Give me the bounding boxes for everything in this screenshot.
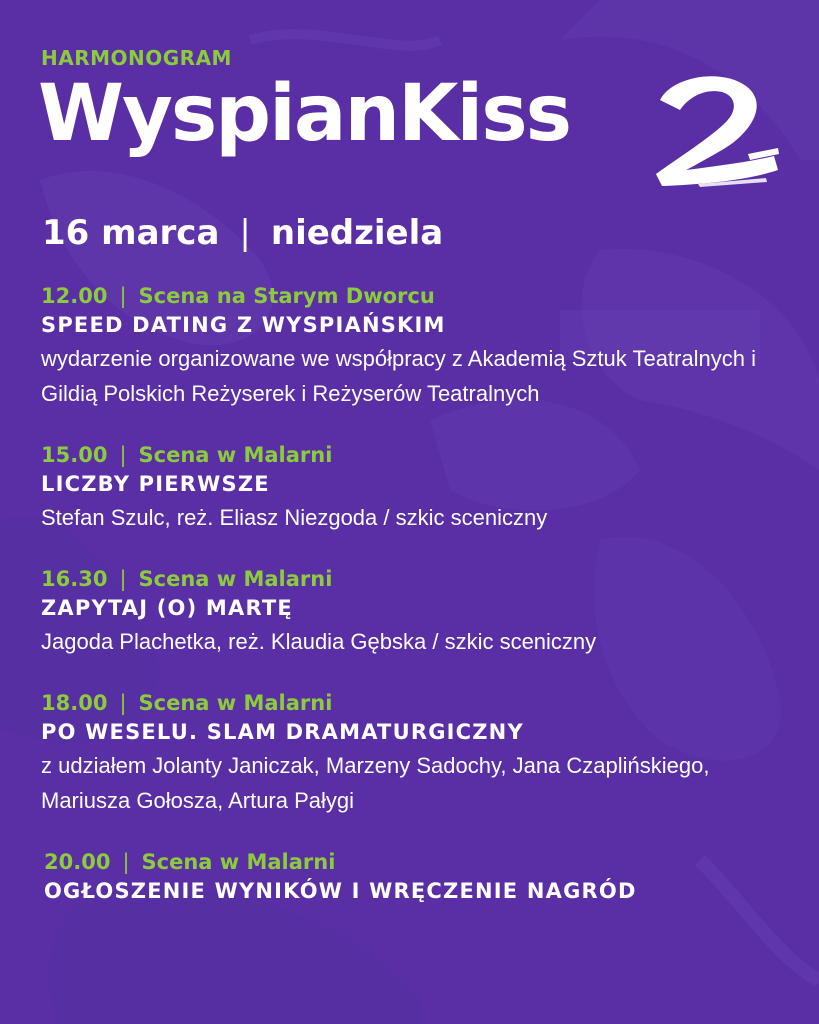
event-time: 18.00 (41, 691, 108, 715)
event-date (42, 213, 443, 253)
schedule-item (41, 282, 801, 411)
event-time: 16.30 (41, 567, 108, 591)
schedule-item (41, 565, 801, 660)
event-description: Stefan Szulc, reż. Eliasz Niezgoda / szkic sceniczny (41, 504, 548, 530)
separator: | (119, 284, 127, 308)
festival-title: WyspianKiss (38, 69, 571, 159)
separator: | (119, 691, 127, 715)
event-venue: Scena na Starym Dworcu (138, 284, 435, 308)
event-time-venue (41, 441, 801, 469)
event-venue: Scena w Malarni (141, 850, 336, 874)
date-day: 16 marca (42, 213, 220, 253)
event-time-venue (44, 848, 804, 876)
event-description: Jagoda Plachetka, reż. Klaudia Gębska / szkic sceniczny (41, 628, 597, 654)
separator: | (119, 443, 127, 467)
event-title: OGŁOSZENIE WYNIKÓW I WRĘCZENIE NAGRÓD (44, 879, 637, 904)
schedule-item (44, 848, 804, 908)
event-time: 20.00 (44, 850, 111, 874)
schedule-item (41, 689, 801, 818)
event-title: ZAPYTAJ (O) MARTĘ (41, 596, 293, 621)
event-venue: Scena w Malarni (138, 443, 333, 467)
date-weekday: niedziela (270, 213, 444, 253)
event-title: SPEED DATING Z WYSPIAŃSKIM (41, 313, 446, 338)
event-venue: Scena w Malarni (138, 691, 333, 715)
event-title: PO WESELU. SLAM DRAMATURGICZNY (41, 720, 524, 745)
event-description: wydarzenie organizowane we współpracy z Akademią Sztuk Teatralnych i Gildią Polskich Reżyserek i Reżyserów Teatralnych (41, 345, 756, 406)
event-venue: Scena w Malarni (138, 567, 333, 591)
event-title: LICZBY PIERWSZE (41, 472, 270, 497)
event-time-venue (41, 565, 801, 593)
event-time: 12.00 (41, 284, 108, 308)
event-time-venue (41, 282, 801, 310)
event-description: z udziałem Jolanty Janiczak, Marzeny Sadochy, Jana Czaplińskiego, Mariusza Gołosza, Artura Pałygi (41, 752, 710, 813)
brush-number-graphic (638, 70, 780, 188)
separator: | (122, 850, 130, 874)
kicker-label: HARMONOGRAM (41, 46, 232, 70)
event-time: 15.00 (41, 443, 108, 467)
event-time-venue (41, 689, 801, 717)
schedule-item (41, 441, 801, 536)
separator: | (119, 567, 127, 591)
date-separator: | (239, 213, 251, 253)
